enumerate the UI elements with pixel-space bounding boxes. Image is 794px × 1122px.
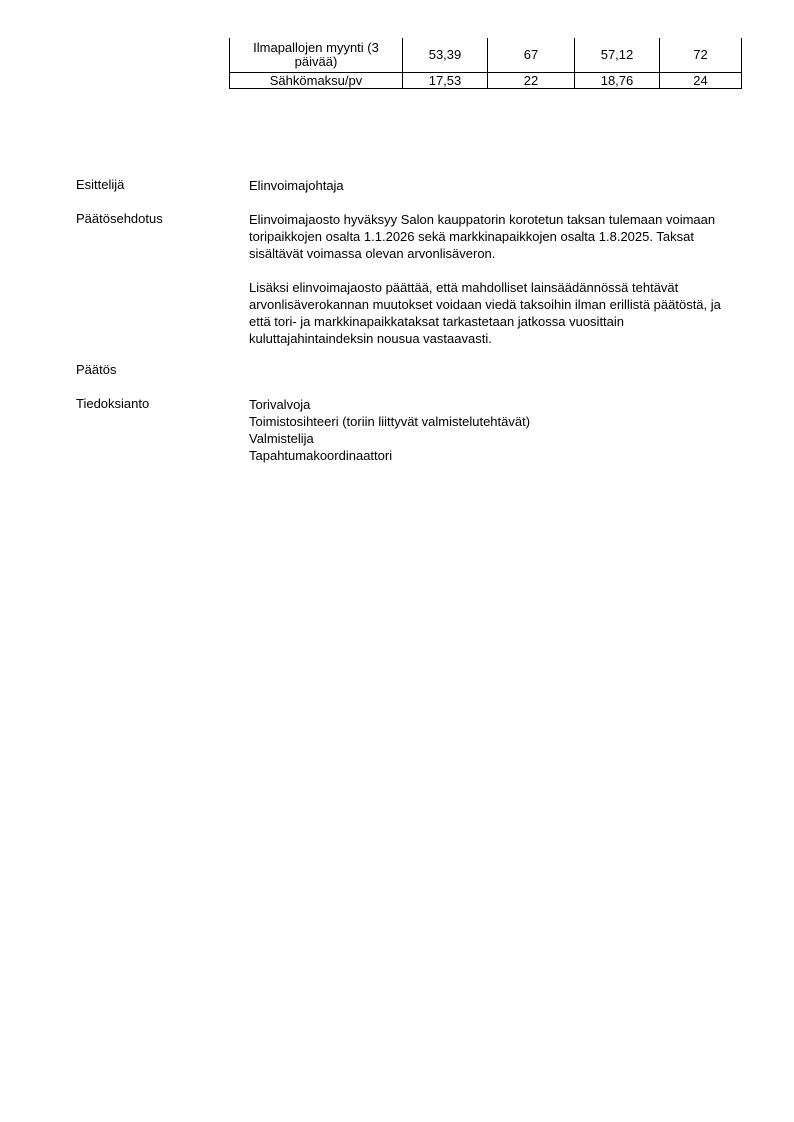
section-label: Tiedoksianto — [76, 396, 150, 411]
table-cell-value: 53,39 — [403, 38, 488, 73]
table-cell-name: Sähkömaksu/pv — [230, 73, 403, 89]
proposal-text — [249, 211, 739, 347]
table-row — [230, 38, 742, 73]
section-label: Päätös — [76, 362, 117, 377]
section-label: Päätösehdotus — [76, 211, 163, 226]
proposal-paragraph: Elinvoimajaosto hyväksyy Salon kauppatorin korotetun taksan tulemaan voimaan toripaikkojen osalta 1.1.2026 sekä markkinapaikkojen osalta 1.8.2025. Taksat sisältävät voimassa olevan arvonlisäveron. — [249, 212, 716, 261]
recipient-item: Torivalvoja — [249, 397, 311, 412]
recipient-item: Tapahtumakoordinaattori — [249, 448, 393, 463]
table-cell-value: 22 — [488, 73, 575, 89]
table-cell-value: 24 — [660, 73, 742, 89]
section-label: Esittelijä — [76, 177, 125, 192]
fee-table — [229, 38, 742, 89]
recipient-item: Toimistosihteeri (toriin liittyvät valmistelutehtävät) — [249, 414, 531, 429]
recipient-item: Valmistelija — [249, 431, 314, 446]
table-cell-value: 17,53 — [403, 73, 488, 89]
table-cell-value: 18,76 — [575, 73, 660, 89]
presenter-value: Elinvoimajohtaja — [249, 178, 344, 193]
table-row — [230, 73, 742, 89]
table-cell-value: 72 — [660, 38, 742, 73]
proposal-paragraph: Lisäksi elinvoimajaosto päättää, että mahdolliset lainsäädännössä tehtävät arvonlisäverokannan muutokset voidaan viedä taksoihin ilman erillistä päätöstä, ja että tori- ja markkinapaikkataksat tarkastetaan jatkossa vuosittain kuluttajahintaindeksin nousua vastaavasti. — [249, 280, 721, 346]
table-cell-name: Ilmapallojen myynti (3 päivää) — [230, 38, 403, 73]
table-cell-value: 57,12 — [575, 38, 660, 73]
recipient-list — [249, 396, 739, 464]
table-cell-value: 67 — [488, 38, 575, 73]
